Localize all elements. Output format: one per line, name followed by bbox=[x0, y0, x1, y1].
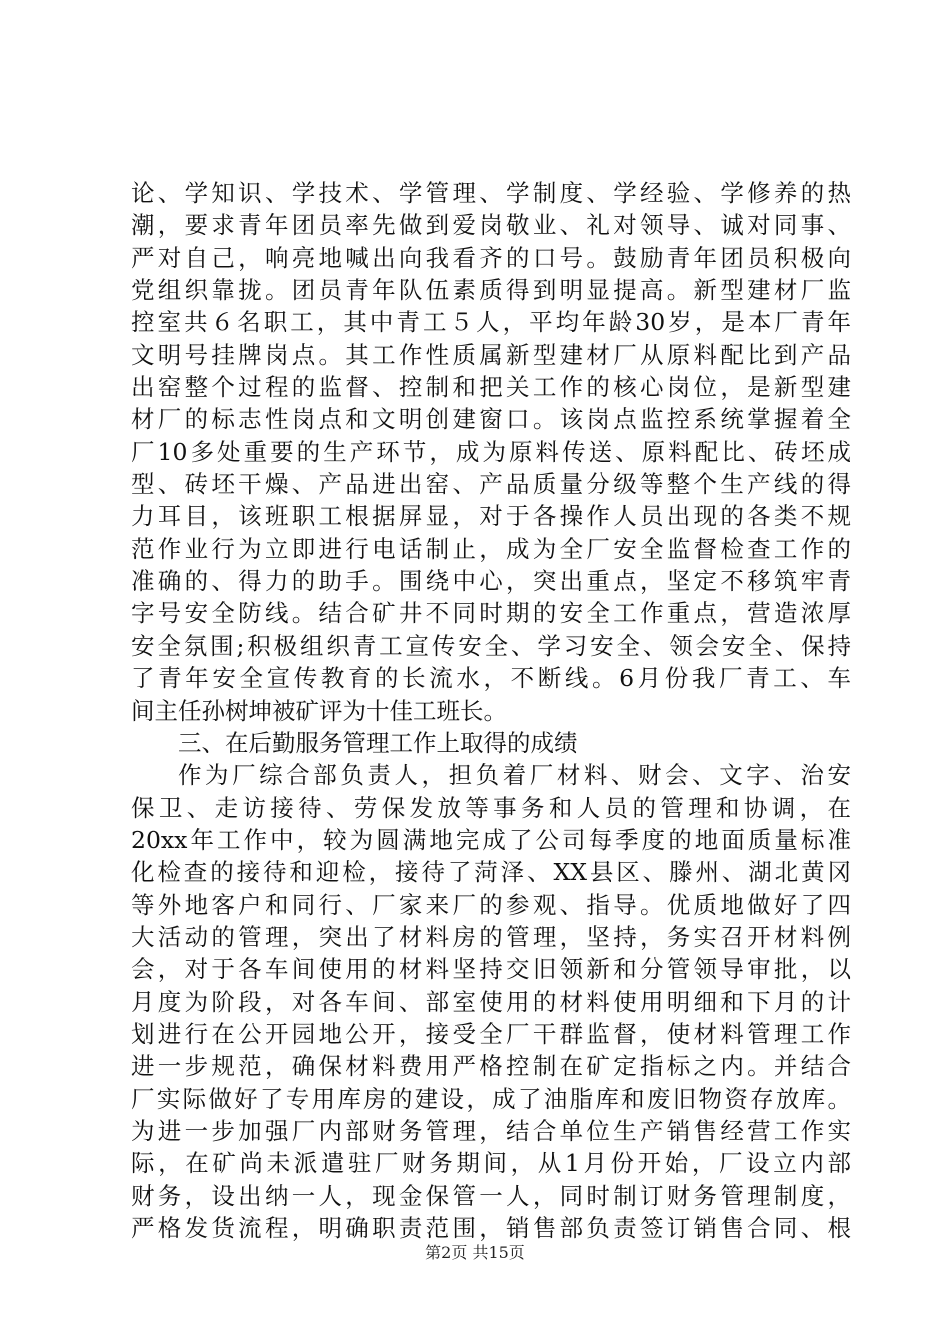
text-line: 出窑整个过程的监督、控制和把关工作的核心岗位，是新型建 bbox=[131, 373, 851, 402]
text-line: 材厂的标志性岗点和文明创建窗口。该岗点监控系统掌握着全 bbox=[131, 405, 851, 434]
text-line: 厂实际做好了专用库房的建设，成了油脂库和废旧物资存放库。 bbox=[131, 1084, 851, 1113]
text-line: 安全氛围;积极组织青工宣传安全、学习安全、领会安全、保持 bbox=[131, 631, 851, 660]
text-line: 厂10多处重要的生产环节，成为原料传送、原料配比、砖坯成 bbox=[131, 437, 851, 466]
text-line: 月度为阶段，对各车间、部室使用的材料使用明细和下月的计 bbox=[131, 987, 851, 1016]
text-line: 党组织靠拢。团员青年队伍素质得到明显提高。新型建材厂监 bbox=[131, 276, 851, 305]
text-line: 为进一步加强厂内部财务管理，结合单位生产销售经营工作实 bbox=[131, 1116, 851, 1145]
text-line: 20xx年工作中，较为圆满地完成了公司每季度的地面质量标准 bbox=[131, 825, 851, 854]
text-line: 型、砖坯干燥、产品进出窑、产品质量分级等整个生产线的得 bbox=[131, 470, 851, 499]
text-line: 财务，设出纳一人，现金保管一人，同时制订财务管理制度， bbox=[131, 1181, 851, 1210]
text-line: 控室共６名职工，其中青工５人，平均年龄30岁，是本厂青年 bbox=[131, 308, 851, 337]
text-line: 划进行在公开园地公开，接受全厂干群监督，使材料管理工作 bbox=[131, 1019, 851, 1048]
text-line: 准确的、得力的助手。围绕中心，突出重点，坚定不移筑牢青 bbox=[131, 567, 851, 596]
page-number-footer: 第2页 共15页 bbox=[425, 1243, 525, 1262]
text-line: 际，在矿尚未派遣驻厂财务期间，从1月份开始，厂设立内部 bbox=[131, 1149, 851, 1178]
text-line: 作为厂综合部负责人，担负着厂材料、财会、文字、治安 bbox=[178, 761, 851, 790]
text-line: 会，对于各车间使用的材料坚持交旧领新和分管领导审批，以 bbox=[131, 955, 851, 984]
section-heading: 三、在后勤服务管理工作上取得的成绩 bbox=[178, 728, 578, 757]
text-line: 了青年安全宣传教育的长流水，不断线。6月份我厂青工、车 bbox=[131, 664, 851, 693]
text-line: 严格发货流程，明确职责范围，销售部负责签订销售合同、根 bbox=[131, 1214, 851, 1242]
text-line: 保卫、走访接待、劳保发放等事务和人员的管理和协调，在 bbox=[131, 793, 851, 822]
text-line: 潮，要求青年团员率先做到爱岗敬业、礼对领导、诚对同事、 bbox=[131, 211, 851, 240]
text-line: 文明号挂牌岗点。其工作性质属新型建材厂从原料配比到产品 bbox=[131, 340, 851, 369]
text-line: 严对自己，响亮地喊出向我看齐的口号。鼓励青年团员积极向 bbox=[131, 243, 851, 272]
text-line: 化检查的接待和迎检，接待了菏泽、XX县区、滕州、湖北黄冈 bbox=[131, 858, 851, 887]
text-line: 字号安全防线。结合矿井不同时期的安全工作重点，营造浓厚 bbox=[131, 599, 851, 628]
body-text bbox=[131, 177, 851, 1244]
text-line: 力耳目，该班职工根据屏显，对于各操作人员出现的各类不规 bbox=[131, 502, 851, 531]
text-line: 间主任孙树坤被矿评为十佳工班长。 bbox=[131, 696, 507, 725]
text-line: 范作业行为立即进行电话制止，成为全厂安全监督检查工作的 bbox=[131, 534, 851, 563]
text-line: 论、学知识、学技术、学管理、学制度、学经验、学修养的热 bbox=[131, 179, 851, 207]
text-line: 进一步规范，确保材料费用严格控制在矿定指标之内。并结合 bbox=[131, 1052, 851, 1081]
text-line: 大活动的管理，突出了材料房的管理，坚持，务实召开材料例 bbox=[131, 922, 851, 951]
text-line: 等外地客户和同行、厂家来厂的参观、指导。优质地做好了四 bbox=[131, 890, 851, 919]
